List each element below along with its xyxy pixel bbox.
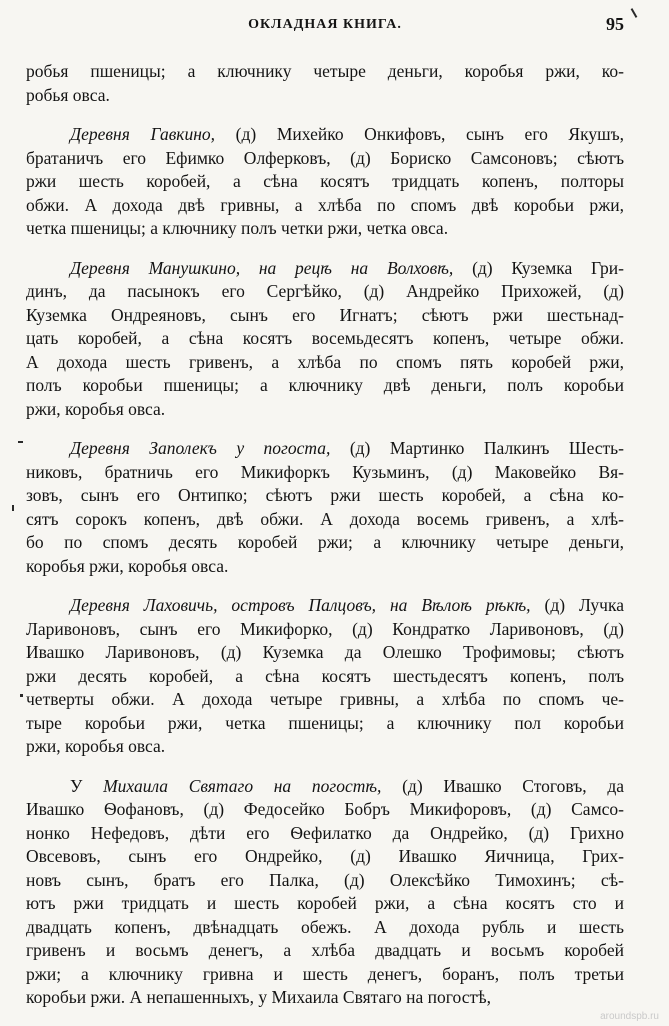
- text-line: динъ, да пасынокъ его Сергѣйко, (д) Андрейко Прихожей, (д): [26, 281, 624, 301]
- paragraph-gap: [26, 421, 624, 437]
- line-text: (д) Мартинко Палкинъ Шесть-: [330, 438, 624, 458]
- line-text: (д) Михейко Онкифовъ, сынъ его Якушъ,: [215, 124, 624, 144]
- text-line: робья овса.: [26, 84, 110, 105]
- line-text: (д) Куземка Гри-: [453, 257, 624, 278]
- place-heading: Деревня Лаховичь, островъ Палцовъ, на Вѣлоѣ рѣкѣ,: [70, 595, 531, 615]
- line-text: (д) Лучка: [530, 595, 624, 615]
- text-line: сятъ сорокъ копенъ, двѣ обжи. А дохода восемь гривенъ, а хлѣ-: [26, 508, 624, 529]
- text-line: ржи; а ключнику гривна и шесть денегъ, боранъ, полъ третьи: [26, 963, 624, 984]
- print-speck: [12, 505, 14, 511]
- text-line: тыре коробьи ржи, четка пшеницы; а ключнику пол коробьи: [26, 712, 624, 733]
- text-line: четка пшеницы; а ключнику полъ четки ржи, четка овса.: [26, 218, 449, 238]
- place-heading: Деревня Манушкино, на рецѣ на Волховѣ,: [70, 257, 454, 278]
- running-head: ОКЛАДНАЯ КНИГА.: [248, 17, 402, 32]
- text-line: Ивашко Ѳофановъ, (д) Федосейко Бобръ Микифоровъ, (д) Самсо-: [26, 799, 624, 819]
- paragraph: [26, 123, 624, 241]
- text-line: [26, 437, 624, 461]
- text-line: полъ коробьи пшеницы; а ключнику двѣ деньги, полъ коробьи: [26, 375, 624, 395]
- paragraph: [26, 60, 624, 107]
- text-line: [26, 257, 624, 281]
- paragraph-gap: [26, 578, 624, 594]
- body-text: [26, 60, 624, 1010]
- text-line: бо по спомъ десять коробей ржи; а ключнику четыре деньги,: [26, 532, 624, 552]
- page-number: 95: [606, 14, 624, 34]
- text-line: братаничъ его Ефимко Олферковъ, (д) Бориско Самсоновъ; сѣютъ: [26, 147, 624, 168]
- text-line: робья пшеницы; а ключнику четыре деньги, коробья ржи, ко-: [26, 61, 624, 81]
- text-line: новъ сынъ, братъ его Палка, (д) Олексѣйко Тимохинъ; сѣ-: [26, 869, 624, 890]
- place-heading: Михаила Святаго на погостѣ,: [103, 775, 382, 796]
- text-line: зовъ, сынъ его Онтипко; сѣютъ ржи шесть коробей, а сѣна ко-: [26, 485, 624, 505]
- paragraph: [26, 775, 624, 1010]
- text-line: [26, 123, 624, 147]
- text-line: четверты обжи. А дохода четыре гривны, а хлѣба по спомъ че-: [26, 689, 624, 709]
- text-line: ржи десять коробей, а сѣна косятъ шестьдесятъ копенъ, полъ: [26, 665, 624, 686]
- text-line: никовъ, братничь его Микифоркъ Кузьминъ, (д) Маковейко Вя-: [26, 461, 624, 482]
- text-line: двадцать копенъ, двѣнадцать обежъ. А дохода рубль и шесть: [26, 916, 624, 937]
- text-line: ржи, коробья овса.: [26, 736, 166, 756]
- text-line: Ларивоновъ, сынъ его Микифорко, (д) Кондратко Ларивоновъ, (д): [26, 618, 624, 639]
- text-line: коробьи ржи. А непашенныхъ, у Михаила Святаго на погостѣ,: [26, 987, 492, 1007]
- place-heading: Деревня Заполекъ у погоста,: [70, 438, 331, 458]
- text-line: ржи, коробья овса.: [26, 398, 166, 419]
- text-line: нонко Нефедовъ, дѣти его Ѳефилатко да Ондрейко, (д) Грихно: [26, 822, 624, 843]
- text-line: Куземка Ондреяновъ, сынъ его Игнатъ; сѣютъ ржи шестьнад-: [26, 304, 624, 325]
- place-heading: Деревня Гавкино,: [70, 124, 216, 144]
- text-line: ютъ ржи тридцать и шесть коробей ржи, а сѣна косятъ сто и: [26, 893, 624, 913]
- paragraph-gap: [26, 759, 624, 775]
- text-line: коробья ржи, коробья овса.: [26, 555, 229, 576]
- paragraph: [26, 594, 624, 759]
- print-speck: [18, 441, 23, 443]
- text-line: обжи. А дохода двѣ гривны, а хлѣба по спомъ двѣ коробьи ржи,: [26, 194, 624, 215]
- heading-prefix: У: [70, 775, 104, 796]
- paragraph: [26, 257, 624, 422]
- print-speck: [20, 694, 23, 697]
- paragraph-gap: [26, 241, 624, 257]
- print-speck: [631, 8, 638, 18]
- text-line: [26, 775, 624, 799]
- text-line: А дохода шесть гривенъ, а хлѣба по спомъ пять коробей ржи,: [26, 351, 624, 372]
- page-header: [26, 14, 624, 38]
- text-line: Ивашко Ларивоновъ, (д) Куземка да Олешко Трофимовы; сѣютъ: [26, 642, 624, 662]
- text-line: [26, 594, 624, 618]
- paragraph: [26, 437, 624, 578]
- text-line: Овсевовъ, сынъ его Ондрейко, (д) Ивашко Яичница, Грих-: [26, 846, 624, 866]
- text-line: ржи шесть коробей, а сѣна косятъ тридцать копенъ, полторы: [26, 171, 624, 191]
- paragraph-gap: [26, 107, 624, 123]
- watermark: aroundspb.ru: [600, 1011, 659, 1022]
- text-line: гривенъ и восьмъ денегъ, а хлѣба двадцать и восьмъ коробей: [26, 940, 624, 960]
- text-line: цать коробей, а сѣна косятъ восемьдесятъ копенъ, четыре обжи.: [26, 328, 624, 348]
- line-text: (д) Ивашко Стоговъ, да: [381, 775, 624, 796]
